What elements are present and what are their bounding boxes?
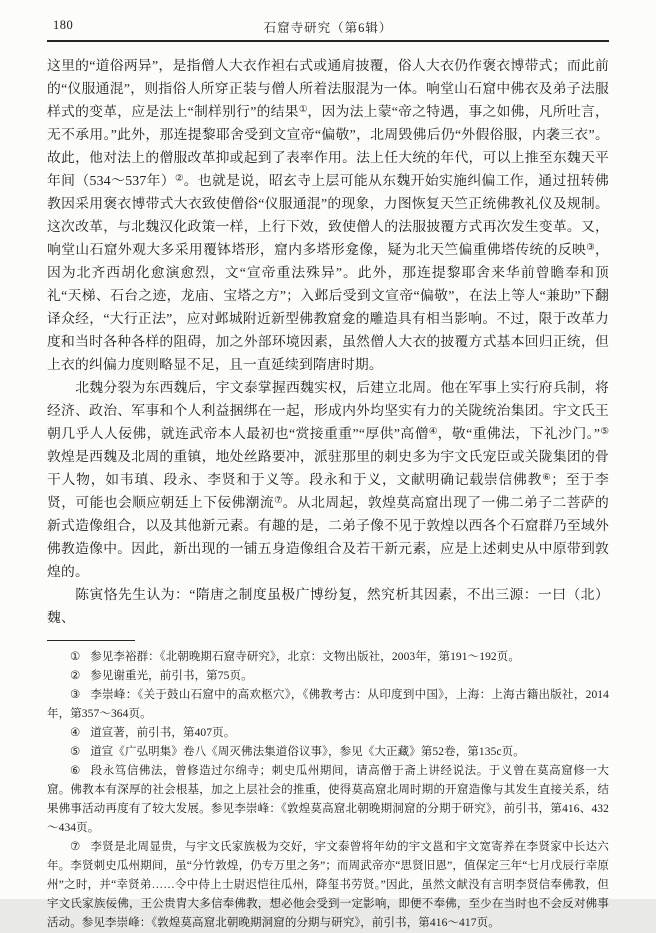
footnote-marker: ⑤ [70,746,81,758]
footnote [47,686,609,724]
body-paragraph: 陈寅恪先生认为：“隋唐之制度虽极广博纷复，然究析其因素，不出三源：一曰（北）魏、 [47,587,609,625]
footnote-marker: ③ [70,689,81,701]
footnote-text: 李贤是北周显贵，与宇文氏家族极为交好，宇文泰曾将年幼的宇文邕和宇文宽寄养在李贤家中长达六年。李贤刺史瓜州期间，虽“分竹敦煌，仍专万里之务”；而周武帝亦“思贤旧恩”，值保定三年“七月戊辰行幸原州”之时，并“幸贤弟……令中侍上士尉迟恺往瓜州，降玺书劳贤。”因此，虽然文献没有言明李贤信奉佛教，但宇文氏家族佞佛，王公贵胄大多信奉佛教，想必他会受到一定影响，即便不奉佛，至少在当时也不会反对佛事活动。参见李崇峰：《敦煌莫高窟北朝晚期洞窟的分期与研究》，前引书，第416～417页。 [47,841,609,929]
footnote-text: 李崇峰：《关于鼓山石窟中的高欢柩穴》，《佛教考古：从印度到中国》，上海：上海古籍出版社，2014年，第357～364页。 [47,689,609,720]
running-header [47,16,609,36]
body-text [47,54,609,629]
footnote-text: 参见谢重光，前引书，第75页。 [90,670,253,682]
footnote-text: 道宣著，前引书，第407页。 [90,727,236,739]
footnote-text: 参见李裕群：《北朝晚期石窟寺研究》，北京：文物出版社，2003年，第191～192页。 [90,651,520,663]
footnote-text: 段永笃信佛法，曾修造过尔绵寺；刺史瓜州期间，请高僧于斋上讲经说法。于义曾在莫高窟修一大窟。佛教本有深厚的社会根基，加之上层社会的推重，使得莫高窟北周时期的开窟造像与其发生直接关系，结果佛事活动再度有了较大发展。参见李崇峰：《敦煌莫高窟北朝晚期洞窟的分期于研究》，前引书，第416、432～434页。 [47,765,610,834]
body-paragraph: 这里的“道俗两异”，是指僧人大衣作袒右式或通肩披覆，俗人大衣仍作褒衣博带式；而此前的“仪服通混”，则指俗人所穿正装与僧人所着法服混为一体。响堂山石窟中佛衣及弟子法服样式的变革，应是法上“制样别行”的结果①，因为法上蒙“帝之特遇，事之如佛，凡所吐言，无不承用。”此外，那连提黎耶舍受到文宣帝“偏敬”，北周毁佛后仍“外假俗服，内袭三衣”。故此，他对法上的僧服改革抑或起到了表率作用。法上任大统的年代，可以上推至东魏天平年间（534～537年）②。也就是说，昭玄寺上层可能从东魏开始实施纠偏工作，通过扭转佛教因采用褒衣博带式大衣致使僧俗“仪服通混”的现象，力图恢复天竺正统佛教礼仪及规制。这次改革，与北魏汉化政策一样，上行下效，致使僧人的法服披覆方式再次发生变革。又，响堂山石窟外观大多采用覆钵塔形，窟内多塔形龛像，疑为北天竺偏重佛塔传统的反映③，因为北齐西胡化愈演愈烈，文“宣帝重法殊异”。此外，那连提黎耶舍来华前曾瞻奉和顶礼“天梯、石台之迹，龙庙、宝塔之方”；入邺后受到文宣帝“偏敬”，在法上等人“兼助”下翻译众经，“大行正法”，应对邺城附近新型佛教窟龛的雕造具有相当影响。不过，限于改革力度和当时各种各样的阻碍，加之外部环境因素，虽然僧人大衣的披覆方式基本回归正统，但上衣的纠偏力度则略显不足，且一直延续到隋唐时期。 [47,58,609,372]
body-paragraph: 北魏分裂为东西魏后，宇文泰掌握西魏实权，后建立北周。他在军事上实行府兵制，将经济、政治、军事和个人利益捆绑在一起，形成内外均坚实有力的关陇统治集团。宇文氏王朝几乎人人佞佛，就连武帝本人最初也“赏接重重”“厚供”高僧④，敬“重佛法，下礼沙门。”⑤敦煌是西魏及北周的重镇，地处丝路要冲，派驻那里的刺史多为宇文氏宠臣或关陇集团的骨干人物，如韦瑱、段永、李贤和于义等。段永和于义，文献明确记载崇信佛教⑥；至于李贤，可能也会顺应朝廷上下佞佛潮流⑦。从北周起，敦煌莫高窟出现了一佛二弟子二菩萨的新式造像组合，以及其他新元素。有趣的是，二弟子像不见于敦煌以西各个石窟群乃至域外佛教造像中。因此，新出现的一铺五身造像组合及若干新元素，应是上述刺史从中原带到敦煌的。 [47,380,609,579]
footnote [47,838,609,933]
footnotes [47,648,609,933]
footnote-marker: ① [70,651,81,663]
footnote-marker: ④ [70,727,81,739]
footnote [47,648,609,667]
footnote [47,743,609,762]
footnote-marker: ⑦ [70,841,81,853]
footnote-text: 道宣《广弘明集》卷八《周灭佛法集道俗议事》，参见《大正藏》第52卷，第135c页。 [90,746,525,758]
footnote [47,667,609,686]
header-title: 石窟寺研究（第6辑） [263,21,393,35]
page-number: 180 [53,18,74,32]
footnote-marker: ② [70,670,81,682]
footnote-marker: ⑥ [70,765,81,777]
footnote [47,724,609,743]
header-rule [47,40,609,42]
footnote-divider [47,640,135,641]
footnote [47,762,609,838]
